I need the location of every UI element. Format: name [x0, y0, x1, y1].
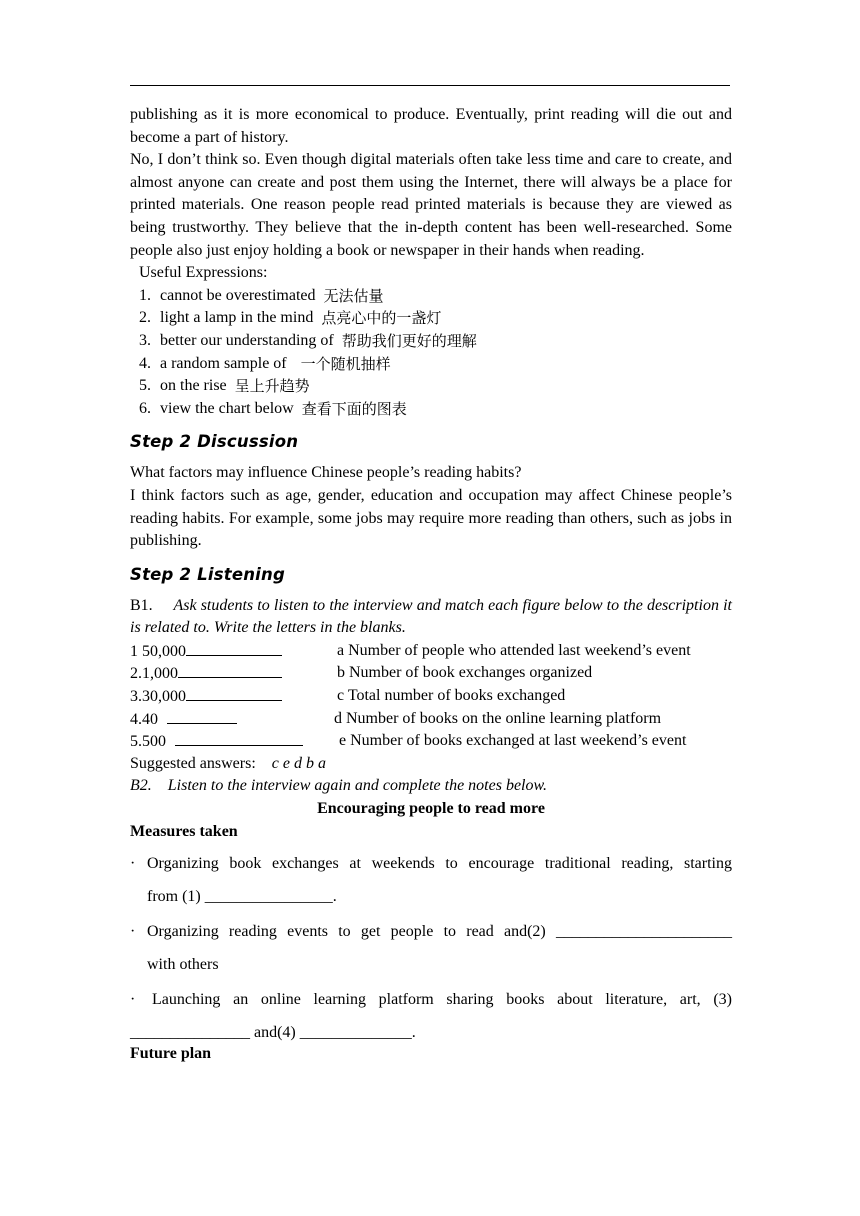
figure-label: 2.1,000: [130, 665, 178, 683]
expression-item: [130, 375, 732, 398]
expression-number: 2.: [139, 309, 151, 327]
intro-paragraph-1: publishing as it is more economical to produce. Eventually, print reading will die out and become a part of history.: [130, 106, 732, 146]
b1-label: B1.: [130, 596, 153, 614]
useful-expressions-title: Useful Expressions:: [139, 264, 268, 282]
expression-english: better our understanding of: [160, 331, 334, 349]
expression-chinese: 点亮心中的一盏灯: [321, 309, 442, 328]
expression-number: 6.: [139, 399, 151, 417]
suggested-answers: [130, 753, 732, 776]
bullet-dot: ·: [130, 855, 136, 873]
bullet-text-continued: _______________ and(4) ______________.: [130, 1024, 416, 1042]
document-body: [130, 104, 732, 1066]
expression-chinese: 帮助我们更好的理解: [341, 331, 477, 350]
expression-chinese: 呈上升趋势: [234, 377, 310, 396]
answer-blank[interactable]: [186, 685, 282, 701]
expression-english: cannot be overestimated: [160, 286, 316, 304]
bullet-dot: ·: [130, 991, 136, 1009]
expression-item: [130, 353, 732, 376]
expression-english: a random sample of: [160, 354, 287, 372]
answer-blank[interactable]: [178, 662, 282, 678]
expression-chinese: 查看下面的图表: [301, 399, 407, 418]
discussion-answer: I think factors such as age, gender, education and occupation may affect Chinese people’s reading habits. For example, some jobs may require more reading than others, such as jobs in publishing.: [130, 486, 732, 550]
expression-english: view the chart below: [160, 399, 294, 417]
listening-heading: Step 2 Listening: [130, 564, 285, 584]
bullet-text-continued: with others: [147, 956, 219, 974]
useful-expressions: [130, 262, 732, 420]
match-row: [130, 662, 732, 685]
expression-item: [130, 285, 732, 308]
bullet-text-continued: from (1) ________________.: [147, 888, 337, 906]
match-list: [130, 640, 732, 753]
future-plan-title: Future plan: [130, 1045, 212, 1063]
expression-number: 4.: [139, 354, 151, 372]
bullet-text: Launching an online learning platform sharing books about literature, art, (3): [152, 991, 732, 1009]
figure-label: 4.40: [130, 710, 158, 728]
match-row: [130, 640, 732, 663]
expression-item: [130, 330, 732, 353]
header-rule: [130, 85, 730, 86]
suggested-answers-value: c e d b a: [271, 754, 326, 772]
b1-instruction: Ask students to listen to the interview and match each figure below to the description it is related to. Write the letters in the blanks.: [130, 596, 732, 637]
answer-blank[interactable]: [175, 730, 303, 746]
b2-instruction: Listen to the interview again and complete the notes below.: [167, 777, 547, 795]
expression-english: on the rise: [160, 377, 227, 395]
figure-label: 5.500: [130, 733, 166, 751]
bullet-dot: ·: [130, 923, 136, 941]
expression-chinese: 一个随机抽样: [300, 354, 391, 373]
bullet-text: Organizing reading events to get people to read and(2) ______________________: [147, 923, 732, 941]
description-label: c Total number of books exchanged: [337, 687, 566, 705]
measure-bullet-3: [130, 983, 732, 1049]
match-row: [130, 730, 732, 753]
answer-blank[interactable]: [167, 708, 237, 724]
match-row: [130, 685, 732, 708]
discussion-question: What factors may influence Chinese people’s reading habits?: [130, 464, 522, 482]
expression-number: 1.: [139, 286, 151, 304]
notes-title: Encouraging people to read more: [317, 800, 545, 818]
expression-number: 3.: [139, 331, 151, 349]
answer-blank[interactable]: [186, 640, 282, 656]
expression-english: light a lamp in the mind: [160, 309, 314, 327]
description-label: a Number of people who attended last weekend’s event: [337, 641, 691, 659]
description-label: b Number of book exchanges organized: [337, 664, 593, 682]
expression-item: [130, 307, 732, 330]
suggested-answers-label: Suggested answers:: [130, 754, 256, 772]
description-label: d Number of books on the online learning platform: [334, 709, 662, 727]
figure-label: 1 50,000: [130, 642, 186, 660]
discussion-heading: Step 2 Discussion: [130, 432, 299, 452]
match-row: [130, 708, 732, 731]
expression-item: [130, 398, 732, 421]
measures-title: Measures taken: [130, 822, 238, 840]
expression-chinese: 无法估量: [323, 286, 384, 305]
bullet-text: Organizing book exchanges at weekends to encourage traditional reading, starting: [147, 855, 732, 873]
b2-label: B2.: [130, 777, 152, 795]
measure-bullet-2: [130, 915, 732, 981]
description-label: e Number of books exchanged at last weekend’s event: [339, 732, 687, 750]
intro-paragraph-2: No, I don’t think so. Even though digital materials often take less time and care to create, and almost anyone can create and post them using the Internet, there will always be a place for printed materials. One reason people read printed materials is because they are viewed as being trustworthy. They believe that the in-depth content has been well-researched. Some people also just enjoy holding a book or newspaper in their hands when reading.: [130, 151, 732, 259]
figure-label: 3.30,000: [130, 688, 186, 706]
b1-instruction-block: [130, 595, 732, 640]
expression-number: 5.: [139, 377, 151, 395]
b2-instruction-block: [130, 775, 732, 798]
measure-bullet-1: [130, 847, 732, 913]
